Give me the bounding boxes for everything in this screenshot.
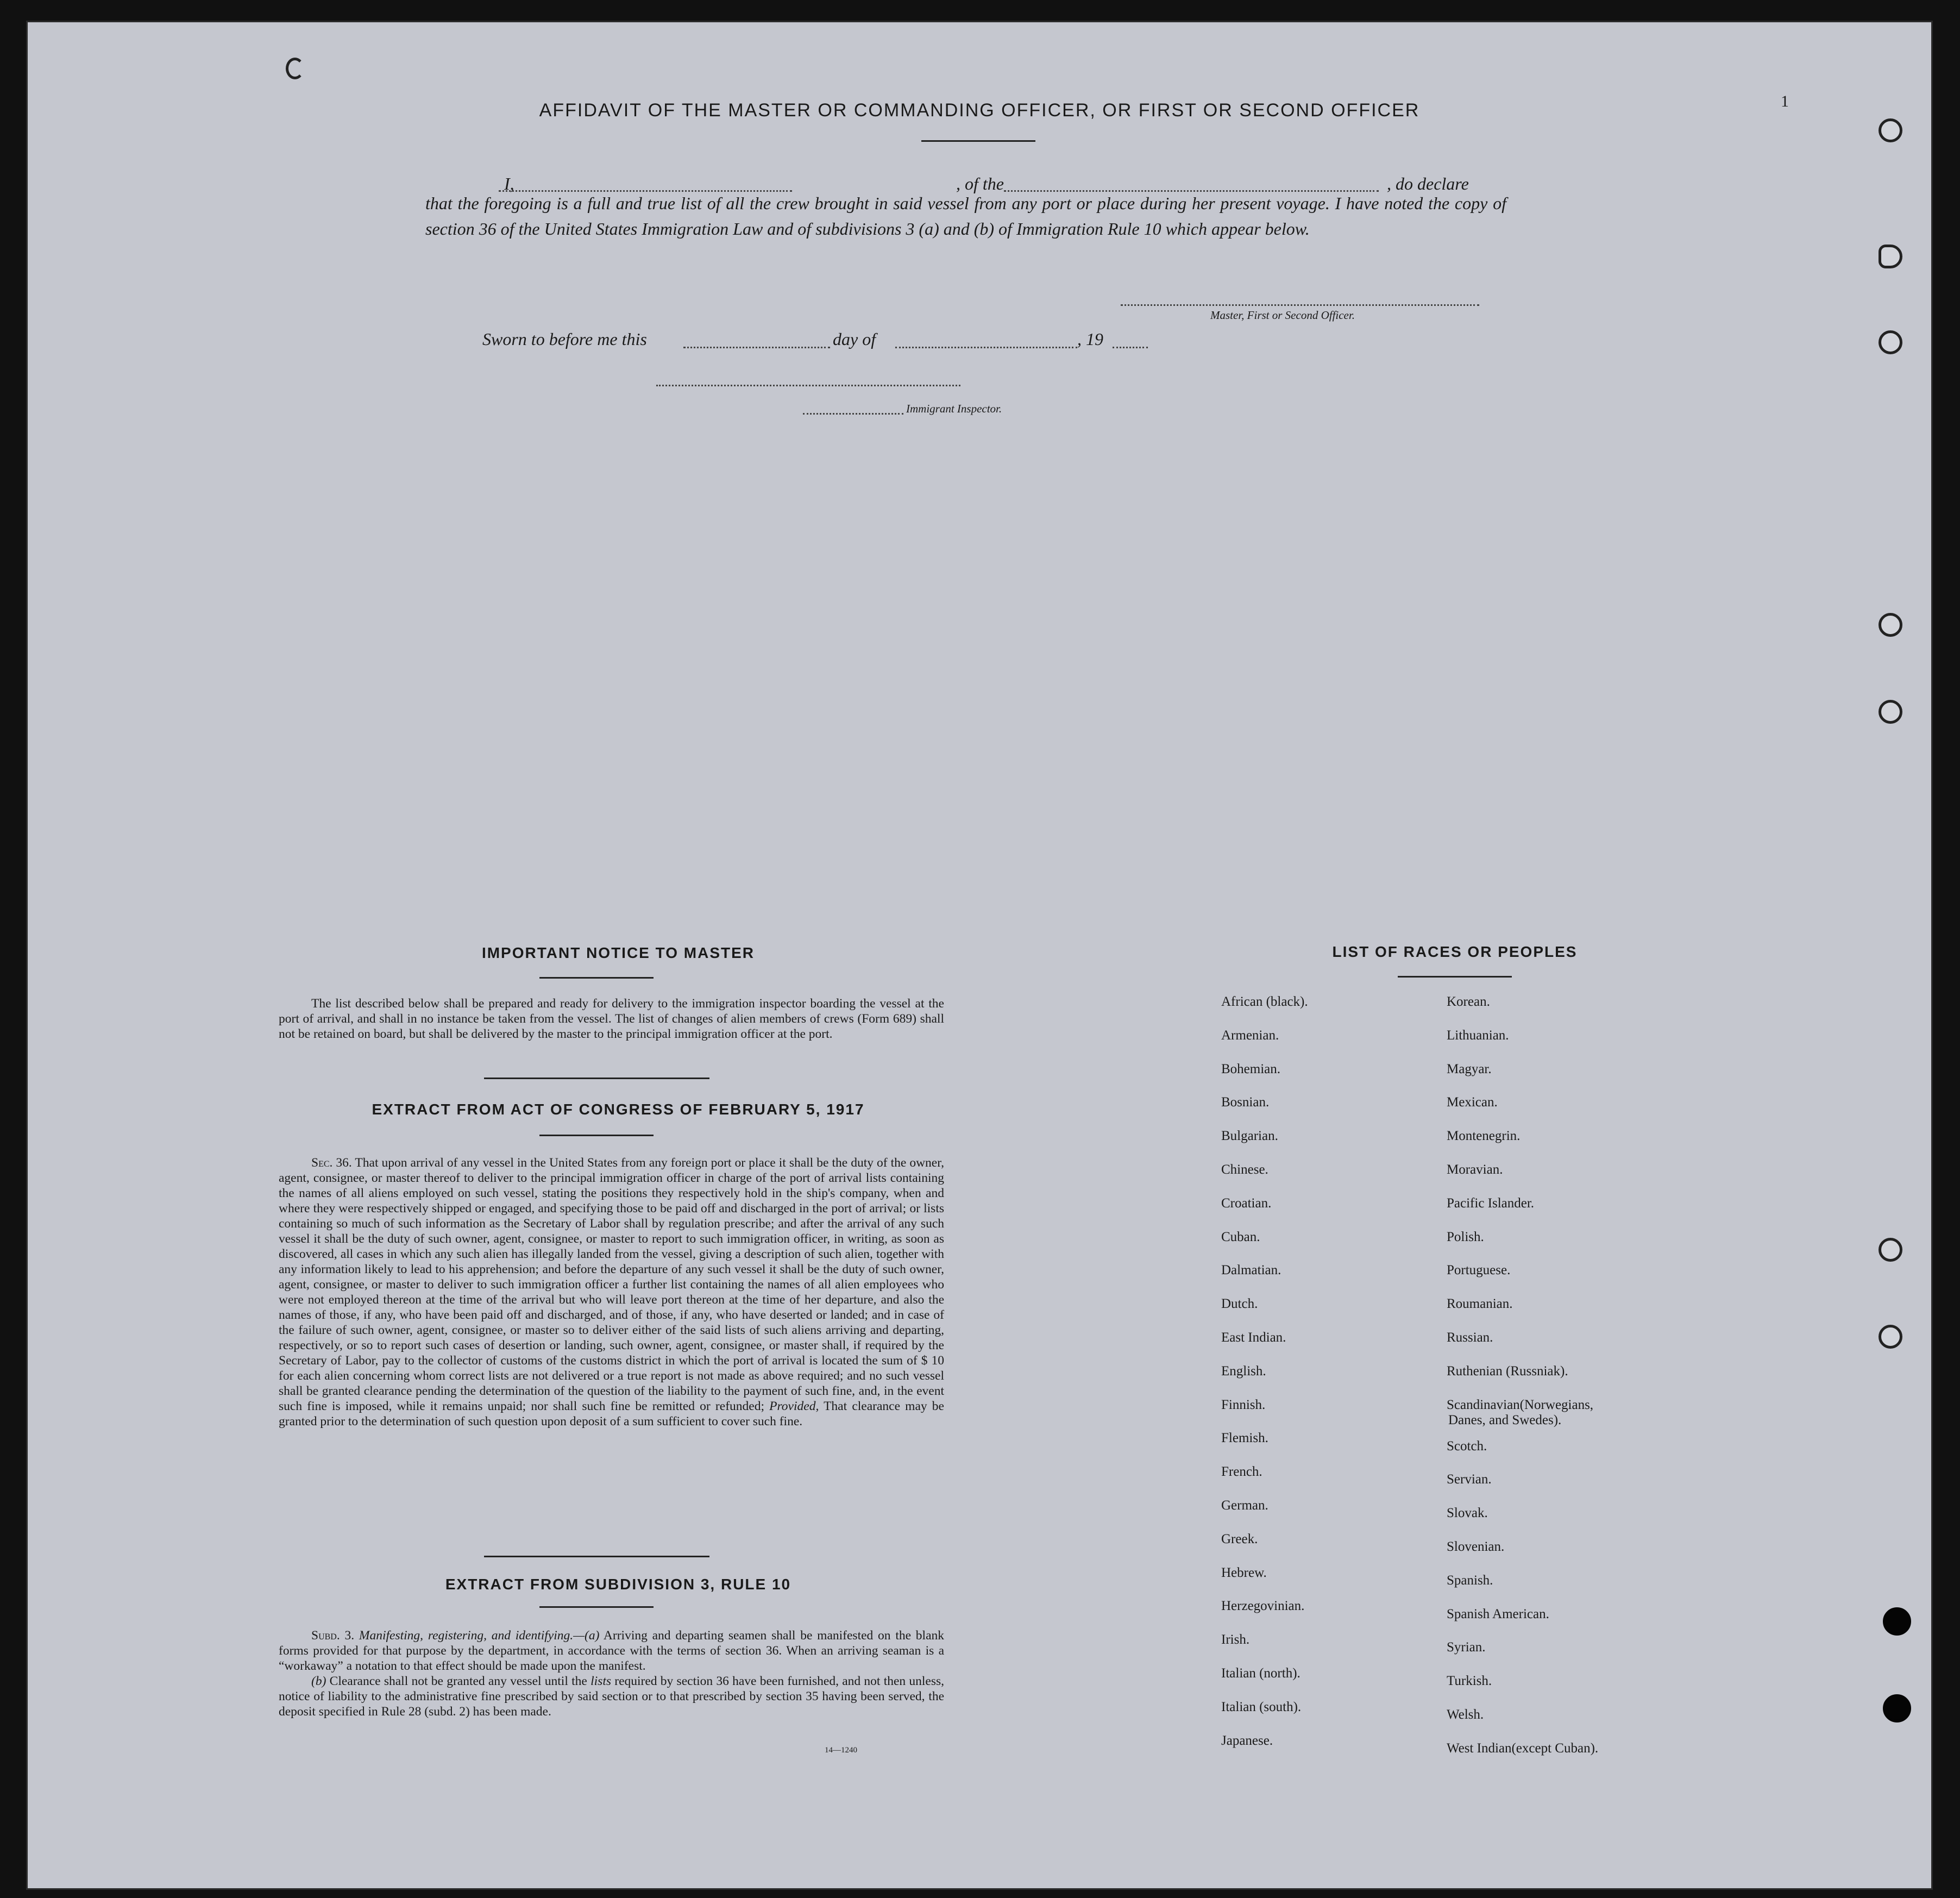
signature-blank	[1121, 304, 1479, 306]
race-item: Japanese.	[1221, 1733, 1273, 1748]
inspector-dots	[803, 413, 903, 415]
signature-label: Master, First or Second Officer.	[1210, 309, 1355, 322]
race-item: Dalmatian.	[1221, 1263, 1281, 1278]
race-item: Scandinavian(Norwegians,	[1447, 1397, 1594, 1412]
sworn-year-blank	[1113, 347, 1148, 348]
sec-text: That upon arrival of any vessel in the United States from any foreign port or place it shall be the duty of the owner, agent, consignee, or master thereof to deliver to the principal immigration officer in charge of the port of arrival lists containing the names of all aliens employed on such vessel, stating the positions they respectively hold in the ship's company, when and where they were respectively shipped or engaged, and specifying those to be paid off and discharged in the port of arrival; or lists containing so much of such information as the Secretary of Labor shall by regulation prescribe; and after the arrival of any such vessel it shall be the duty of such owner, agent, consignee, or master to report to such immigration officer, in writing, as soon as discovered, all cases in which any such alien has illegally landed from the vessel, giving a description of such alien, together with any information likely to lead to his apprehension; and before the departure of any such vessel it shall be the duty of such owner, agent, consignee, or master to deliver to such immigration officer a further list containing the names of all alien employees who were not employed thereon at the time of the arrival but who will leave port thereon at the time of her departure, and also the names of those, if any, who have been paid off and discharged, and of those, if any, who have deserted or landed; and in case of the failure of such owner, agent, consignee, or master so to deliver either of the said lists of such aliens arriving and departing, respectively, or so to report such cases of desertion or landing, such owner, agent, consignee, or master shall, if required by the Secretary of Labor, pay to the collector of customs of the customs district in which the port of arrival is located the sum of $ 10 for each alien concerning whom correct lists are not delivered or a true report is not made as above required; and no such vessel shall be granted clearance pending the determination of the question of the liability to the payment of such fine, and, in the event such fine is imposed, while it remains unpaid; nor shall such fine be remitted or refunded;	[279, 1156, 944, 1413]
race-item: Turkish.	[1447, 1674, 1492, 1689]
punch-hole	[1883, 1607, 1911, 1636]
subd-heading: Manifesting, registering, and identifying.—(a)	[359, 1628, 600, 1643]
affidavit-title: AFFIDAVIT OF THE MASTER OR COMMANDING OFFICER, OR FIRST OR SECOND OFFICER	[539, 100, 1420, 121]
corner-mark	[286, 58, 304, 79]
race-item: Dutch.	[1221, 1296, 1258, 1312]
punch-hole	[1883, 1694, 1911, 1722]
race-item: Chinese.	[1221, 1162, 1268, 1177]
document-page	[26, 21, 1933, 1890]
race-item: Mexican.	[1447, 1095, 1498, 1110]
rule-paragraph-b	[279, 1674, 944, 1719]
affidavit-i: I,	[504, 174, 514, 193]
rule-text	[279, 1628, 944, 1719]
day-of: day of	[833, 329, 876, 349]
race-item: Magyar.	[1447, 1061, 1492, 1076]
race-item: Scotch.	[1447, 1438, 1487, 1454]
race-item: Hebrew.	[1221, 1565, 1267, 1580]
race-item: Portuguese.	[1447, 1263, 1511, 1278]
race-item: Servian.	[1447, 1472, 1492, 1487]
race-item: Bosnian.	[1221, 1095, 1270, 1110]
race-item: Italian (north).	[1221, 1666, 1301, 1681]
subd-label: Subd. 3.	[311, 1628, 355, 1643]
sworn-prefix: Sworn to before me this	[482, 329, 647, 349]
race-item: Flemish.	[1221, 1431, 1268, 1446]
notice-divider	[539, 977, 654, 979]
race-item: Herzegovinian.	[1221, 1599, 1305, 1614]
rule-divider	[539, 1606, 654, 1608]
affidavit-of-the: , of the	[956, 174, 1004, 193]
inspector-label: Immigrant Inspector.	[906, 402, 1002, 415]
notice-text	[279, 996, 944, 1042]
sec-label: Sec. 36.	[311, 1156, 352, 1170]
race-item: Slovak.	[1447, 1506, 1488, 1521]
act-text	[279, 1155, 944, 1429]
title-divider	[921, 140, 1035, 142]
binder-hole	[1879, 118, 1902, 142]
race-item: Finnish.	[1221, 1397, 1266, 1412]
race-item: Greek.	[1221, 1531, 1258, 1546]
race-item: Lithuanian.	[1447, 1028, 1509, 1043]
race-item: Pacific Islander.	[1447, 1195, 1535, 1211]
race-item: Spanish American.	[1447, 1606, 1549, 1621]
race-item: Spanish.	[1447, 1573, 1493, 1588]
inspector-signature-blank	[656, 385, 960, 386]
lists-word: lists	[590, 1674, 611, 1688]
race-item: Korean.	[1447, 994, 1490, 1009]
year-prefix: , 19	[1077, 329, 1103, 349]
race-item: African (black).	[1221, 994, 1308, 1009]
race-item: East Indian.	[1221, 1330, 1286, 1345]
binder-hole	[1879, 613, 1902, 637]
race-item: Croatian.	[1221, 1195, 1272, 1211]
race-item: Italian (south).	[1221, 1699, 1302, 1714]
race-item: Bohemian.	[1221, 1061, 1281, 1076]
races-divider	[1398, 976, 1512, 978]
race-item: French.	[1221, 1464, 1262, 1480]
binder-hole	[1879, 1325, 1902, 1349]
binder-clip	[1879, 245, 1902, 268]
act-divider	[539, 1135, 654, 1136]
page-number: 1	[1781, 92, 1789, 110]
sworn-month-blank	[895, 347, 1077, 348]
races-title: LIST OF RACES OR PEOPLES	[1332, 943, 1578, 960]
rule-paragraph-a	[279, 1628, 944, 1674]
rule-title: EXTRACT FROM SUBDIVISION 3, RULE 10	[445, 1576, 791, 1593]
sworn-day-blank	[683, 347, 830, 348]
race-item: Bulgarian.	[1221, 1129, 1278, 1144]
affidavit-paragraph: that the foregoing is a full and true list of all the crew brought in said vessel from any port or place during her present voyage. I have noted the copy of section 36 of the United States Immigration Law and of subdivisions 3 (a) and (b) of Immigration Rule 10 which appear below.	[425, 193, 1506, 239]
provided-label: Provided,	[769, 1399, 819, 1413]
affidavit-declare: , do declare	[1387, 174, 1469, 193]
race-item: Armenian.	[1221, 1028, 1279, 1043]
provided-text: That clearance may be granted prior to the determination of such question upon deposit of a sum sufficient to cover such fine.	[279, 1399, 944, 1429]
race-item: Moravian.	[1447, 1162, 1503, 1177]
race-item: Slovenian.	[1447, 1539, 1505, 1554]
race-item: Cuban.	[1221, 1229, 1260, 1244]
subd-text-b2: required by section 36 have been furnished, and not then unless, notice of liability to the administrative fine prescribed by said section or to that prescribed by section 35 having been served, the deposit specified in Rule 28 (subd. 2) has been made.	[279, 1674, 945, 1719]
subd-text-a: Arriving and departing seamen shall be manifested on the blank forms provided for that purpose by the department, in accordance with the terms of section 36. When an arriving seaman is a “workaway” a notation to that effect should be made upon the manifest.	[279, 1628, 945, 1673]
notice-title: IMPORTANT NOTICE TO MASTER	[481, 944, 755, 961]
b-label: (b)	[311, 1674, 326, 1688]
race-item: English.	[1221, 1363, 1266, 1379]
race-item: Roumanian.	[1447, 1296, 1513, 1312]
binder-hole	[1879, 330, 1902, 354]
race-item: Danes, and Swedes).	[1448, 1412, 1562, 1427]
race-item: Ruthenian (Russniak).	[1447, 1363, 1568, 1379]
act-end-divider	[484, 1556, 709, 1557]
race-item: Polish.	[1447, 1229, 1484, 1244]
race-item: Syrian.	[1447, 1640, 1486, 1655]
binder-hole	[1879, 1238, 1902, 1262]
act-title: EXTRACT FROM ACT OF CONGRESS OF FEBRUARY 5, 1917	[372, 1101, 865, 1118]
binder-hole	[1879, 700, 1902, 724]
act-paragraph	[279, 1155, 944, 1429]
race-item: Welsh.	[1447, 1707, 1484, 1722]
race-item: Montenegrin.	[1447, 1129, 1521, 1144]
race-item: West Indian(except Cuban).	[1447, 1740, 1599, 1756]
notice-end-divider	[484, 1078, 709, 1079]
race-item: Irish.	[1221, 1632, 1250, 1648]
subd-text-b1: Clearance shall not be granted any vessel until the	[329, 1674, 587, 1688]
notice-paragraph: The list described below shall be prepared and ready for delivery to the immigration inspector boarding the vessel at the port of arrival, and shall in no instance be taken from the vessel. The list of changes of alien members of crews (Form 689) shall not be retained on board, but shall be delivered by the master to the principal immigration officer at the port.	[279, 997, 944, 1041]
form-number: 14—1240	[825, 1746, 857, 1755]
race-item: Russian.	[1447, 1330, 1493, 1345]
race-item: German.	[1221, 1498, 1268, 1513]
